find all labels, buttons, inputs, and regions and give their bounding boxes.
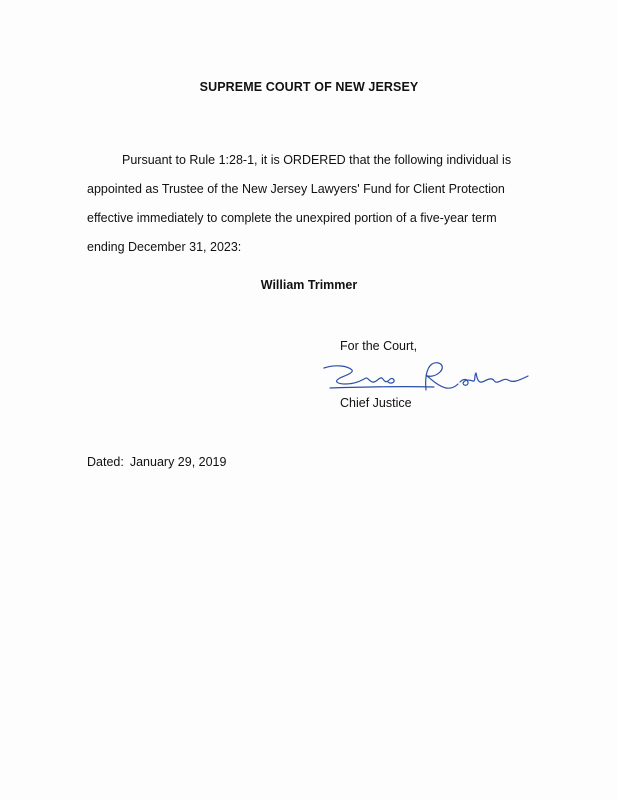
signature-stroke-last-name [460,373,528,385]
signature-stroke-first-name [324,366,394,384]
signature-stroke-underline [330,387,434,388]
dated-value: January 29, 2019 [129,455,227,469]
order-line-4: ending December 31, 2023: [87,240,242,254]
order-line-3: effective immediately to complete the unexpired portion of a five-year term [87,211,497,225]
order-paragraph [87,146,537,262]
court-heading: SUPREME COURT OF NEW JERSEY [199,80,419,94]
order-line-1: Pursuant to Rule 1:28-1, it is ORDERED that the following individual is [122,153,512,167]
signer-title: Chief Justice [340,396,412,410]
order-line-2: appointed as Trustee of the New Jersey Lawyers' Fund for Client Protection [87,182,505,196]
dated-line [87,455,226,469]
signature-stroke-last-initial [426,363,458,390]
appointee-name: William Trimmer [260,278,358,292]
handwritten-signature [322,356,532,398]
dated-label: Dated: [87,455,124,469]
closing-text: For the Court, [340,339,418,353]
